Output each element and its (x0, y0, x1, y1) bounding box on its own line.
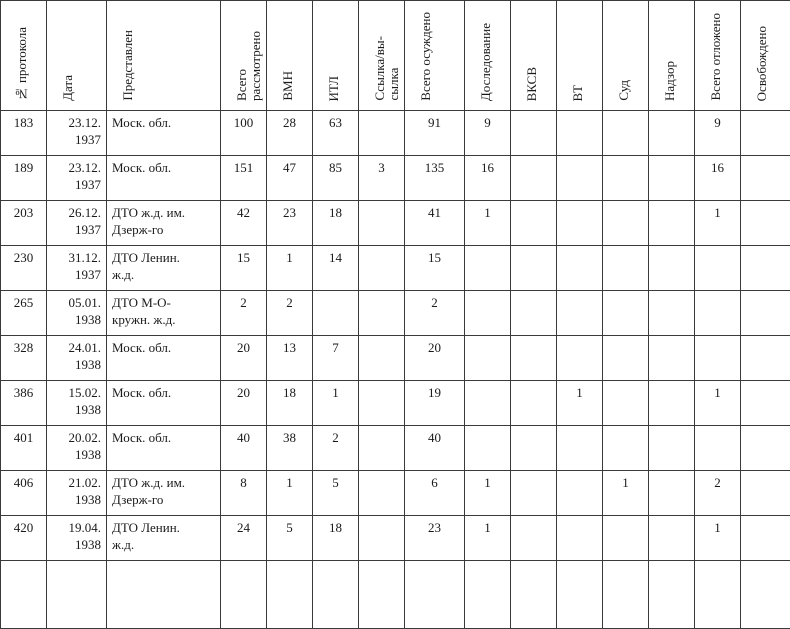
table-row (1, 381, 790, 426)
cell-vmn: 1 (267, 471, 313, 516)
header-label: Доследование (479, 23, 493, 101)
cell-total-postponed: 9 (695, 111, 741, 156)
cell-total-postponed: 16 (695, 156, 741, 201)
cell-vksv (511, 246, 557, 291)
cell-supervision (649, 201, 695, 246)
cell-total-convicted: 6 (405, 471, 465, 516)
header-label: ИТЛ (327, 76, 341, 102)
cell-total-reviewed: 20 (221, 336, 267, 381)
cell-vksv (511, 516, 557, 561)
table-row (1, 156, 790, 201)
cell-date: 05.01. 1938 (47, 291, 107, 336)
cell-vksv (511, 471, 557, 516)
header-exile (359, 1, 405, 111)
header-label: ВТ (571, 85, 585, 101)
table-row (1, 246, 790, 291)
header-vmn (267, 1, 313, 111)
cell-released (741, 336, 790, 381)
cell-supervision (649, 381, 695, 426)
empty-cell (221, 561, 267, 629)
cell-presented-by: Моск. обл. (107, 381, 221, 426)
cell-itl (313, 291, 359, 336)
cell-further-investigation: 1 (465, 471, 511, 516)
cell-protocol-number: 203 (1, 201, 47, 246)
cell-released (741, 426, 790, 471)
table-row (1, 516, 790, 561)
cell-total-convicted: 20 (405, 336, 465, 381)
cell-date: 21.02. 1938 (47, 471, 107, 516)
cell-supervision (649, 111, 695, 156)
cell-total-convicted: 19 (405, 381, 465, 426)
cell-total-postponed: 1 (695, 516, 741, 561)
cell-vksv (511, 111, 557, 156)
cell-released (741, 516, 790, 561)
cell-released (741, 201, 790, 246)
table-row (1, 111, 790, 156)
cell-further-investigation: 16 (465, 156, 511, 201)
cell-vksv (511, 336, 557, 381)
cell-further-investigation (465, 336, 511, 381)
cell-total-convicted: 15 (405, 246, 465, 291)
cell-vksv (511, 381, 557, 426)
cell-exile (359, 291, 405, 336)
cell-vt (557, 516, 603, 561)
cell-court (603, 381, 649, 426)
cell-presented-by: ДТО Ленин. ж.д. (107, 516, 221, 561)
cell-protocol-number: 183 (1, 111, 47, 156)
cell-itl: 1 (313, 381, 359, 426)
empty-cell (405, 561, 465, 629)
header-protocol-number (1, 1, 47, 111)
cell-court (603, 156, 649, 201)
cell-protocol-number: 189 (1, 156, 47, 201)
cell-total-convicted: 91 (405, 111, 465, 156)
cell-vmn: 13 (267, 336, 313, 381)
cell-court (603, 246, 649, 291)
cell-total-convicted: 40 (405, 426, 465, 471)
header-presented-by (107, 1, 221, 111)
cell-released (741, 381, 790, 426)
cell-presented-by: Моск. обл. (107, 336, 221, 381)
cell-vt (557, 426, 603, 471)
cell-total-reviewed: 2 (221, 291, 267, 336)
cell-released (741, 471, 790, 516)
empty-cell (511, 561, 557, 629)
cell-total-postponed: 1 (695, 381, 741, 426)
header-label: Всего осуждено (419, 12, 433, 101)
cell-vmn: 23 (267, 201, 313, 246)
empty-cell (107, 561, 221, 629)
empty-cell (47, 561, 107, 629)
table-row (1, 426, 790, 471)
cell-presented-by: Моск. обл. (107, 111, 221, 156)
cell-supervision (649, 471, 695, 516)
cell-presented-by: ДТО Ленин. ж.д. (107, 246, 221, 291)
cell-itl: 85 (313, 156, 359, 201)
cell-vt: 1 (557, 381, 603, 426)
empty-row (1, 561, 790, 629)
header-label: Суд (617, 80, 631, 101)
cell-itl: 7 (313, 336, 359, 381)
cell-itl: 14 (313, 246, 359, 291)
cell-vt (557, 336, 603, 381)
header-label: Дата (61, 75, 75, 101)
cell-date: 15.02. 1938 (47, 381, 107, 426)
cell-vmn: 18 (267, 381, 313, 426)
cell-further-investigation (465, 426, 511, 471)
cell-vmn: 38 (267, 426, 313, 471)
table-header (1, 1, 790, 111)
cell-itl: 5 (313, 471, 359, 516)
header-court (603, 1, 649, 111)
cell-protocol-number: 401 (1, 426, 47, 471)
cell-protocol-number: 406 (1, 471, 47, 516)
cell-total-postponed (695, 336, 741, 381)
cell-released (741, 291, 790, 336)
table-body (1, 111, 790, 629)
table-row (1, 471, 790, 516)
header-total-postponed (695, 1, 741, 111)
cell-total-postponed (695, 291, 741, 336)
cell-vksv (511, 291, 557, 336)
cell-total-convicted: 135 (405, 156, 465, 201)
cell-released (741, 156, 790, 201)
header-label: Освобождено (755, 26, 769, 101)
cell-itl: 18 (313, 201, 359, 246)
header-label: № протокола (15, 27, 29, 101)
cell-court (603, 426, 649, 471)
empty-cell (359, 561, 405, 629)
header-itl (313, 1, 359, 111)
empty-cell (557, 561, 603, 629)
cell-exile (359, 111, 405, 156)
cell-exile (359, 471, 405, 516)
cell-total-reviewed: 15 (221, 246, 267, 291)
cell-vmn: 5 (267, 516, 313, 561)
header-label: Ссылка/вы- сылка (373, 36, 401, 101)
cell-exile: 3 (359, 156, 405, 201)
cell-total-convicted: 2 (405, 291, 465, 336)
cell-date: 20.02. 1938 (47, 426, 107, 471)
cell-court (603, 291, 649, 336)
cell-itl: 63 (313, 111, 359, 156)
header-label: Представлен (121, 30, 135, 101)
cell-supervision (649, 291, 695, 336)
cell-supervision (649, 426, 695, 471)
header-row (1, 1, 790, 111)
cell-further-investigation (465, 291, 511, 336)
cell-exile (359, 336, 405, 381)
cell-presented-by: ДТО М-О- кружн. ж.д. (107, 291, 221, 336)
cell-date: 23.12. 1937 (47, 156, 107, 201)
cell-court: 1 (603, 471, 649, 516)
cell-court (603, 516, 649, 561)
cell-vt (557, 201, 603, 246)
cell-total-reviewed: 100 (221, 111, 267, 156)
cell-total-convicted: 23 (405, 516, 465, 561)
cell-further-investigation (465, 381, 511, 426)
cell-vmn: 1 (267, 246, 313, 291)
cell-supervision (649, 156, 695, 201)
cell-released (741, 111, 790, 156)
cell-court (603, 201, 649, 246)
cell-total-reviewed: 8 (221, 471, 267, 516)
header-total-convicted (405, 1, 465, 111)
cell-further-investigation: 1 (465, 516, 511, 561)
empty-cell (313, 561, 359, 629)
empty-cell (465, 561, 511, 629)
header-further-investigation (465, 1, 511, 111)
cell-total-postponed (695, 246, 741, 291)
cell-total-postponed: 1 (695, 201, 741, 246)
cell-vksv (511, 201, 557, 246)
cell-date: 24.01. 1938 (47, 336, 107, 381)
cell-total-reviewed: 151 (221, 156, 267, 201)
cell-itl: 18 (313, 516, 359, 561)
cell-exile (359, 201, 405, 246)
cell-vksv (511, 426, 557, 471)
cell-vmn: 47 (267, 156, 313, 201)
cell-vksv (511, 156, 557, 201)
header-label: Надзор (663, 61, 677, 101)
cell-exile (359, 516, 405, 561)
header-label: Всего отложено (709, 13, 723, 101)
cell-vmn: 2 (267, 291, 313, 336)
header-vksv (511, 1, 557, 111)
cell-further-investigation: 1 (465, 201, 511, 246)
cell-vt (557, 291, 603, 336)
cell-total-convicted: 41 (405, 201, 465, 246)
header-label: ВКСВ (525, 67, 539, 101)
cell-date: 23.12. 1937 (47, 111, 107, 156)
cell-protocol-number: 328 (1, 336, 47, 381)
table-row (1, 336, 790, 381)
table-row (1, 291, 790, 336)
header-label: Всего рассмотрено (235, 31, 263, 101)
cell-supervision (649, 516, 695, 561)
empty-cell (649, 561, 695, 629)
cell-date: 26.12. 1937 (47, 201, 107, 246)
cell-itl: 2 (313, 426, 359, 471)
cell-exile (359, 426, 405, 471)
cell-released (741, 246, 790, 291)
cell-total-reviewed: 20 (221, 381, 267, 426)
cell-protocol-number: 386 (1, 381, 47, 426)
cell-vt (557, 156, 603, 201)
header-date (47, 1, 107, 111)
cell-supervision (649, 336, 695, 381)
cell-court (603, 111, 649, 156)
cell-presented-by: Моск. обл. (107, 426, 221, 471)
cell-protocol-number: 265 (1, 291, 47, 336)
cell-total-reviewed: 40 (221, 426, 267, 471)
cell-total-postponed: 2 (695, 471, 741, 516)
cell-vmn: 28 (267, 111, 313, 156)
cell-date: 19.04. 1938 (47, 516, 107, 561)
cell-total-reviewed: 24 (221, 516, 267, 561)
cell-exile (359, 246, 405, 291)
cell-court (603, 336, 649, 381)
cell-total-postponed (695, 426, 741, 471)
header-released (741, 1, 790, 111)
cell-vt (557, 471, 603, 516)
cell-exile (359, 381, 405, 426)
cell-presented-by: ДТО ж.д. им. Дзерж-го (107, 201, 221, 246)
cell-protocol-number: 420 (1, 516, 47, 561)
cell-vt (557, 111, 603, 156)
header-label: ВМН (281, 71, 295, 101)
empty-cell (1, 561, 47, 629)
cell-presented-by: ДТО ж.д. им. Дзерж-го (107, 471, 221, 516)
empty-cell (741, 561, 790, 629)
cell-date: 31.12. 1937 (47, 246, 107, 291)
header-total-reviewed (221, 1, 267, 111)
cell-protocol-number: 230 (1, 246, 47, 291)
cell-presented-by: Моск. обл. (107, 156, 221, 201)
cell-supervision (649, 246, 695, 291)
cell-further-investigation (465, 246, 511, 291)
empty-cell (603, 561, 649, 629)
empty-cell (267, 561, 313, 629)
header-vt (557, 1, 603, 111)
cell-total-reviewed: 42 (221, 201, 267, 246)
cell-vt (557, 246, 603, 291)
cell-further-investigation: 9 (465, 111, 511, 156)
table-row (1, 201, 790, 246)
header-supervision (649, 1, 695, 111)
empty-cell (695, 561, 741, 629)
